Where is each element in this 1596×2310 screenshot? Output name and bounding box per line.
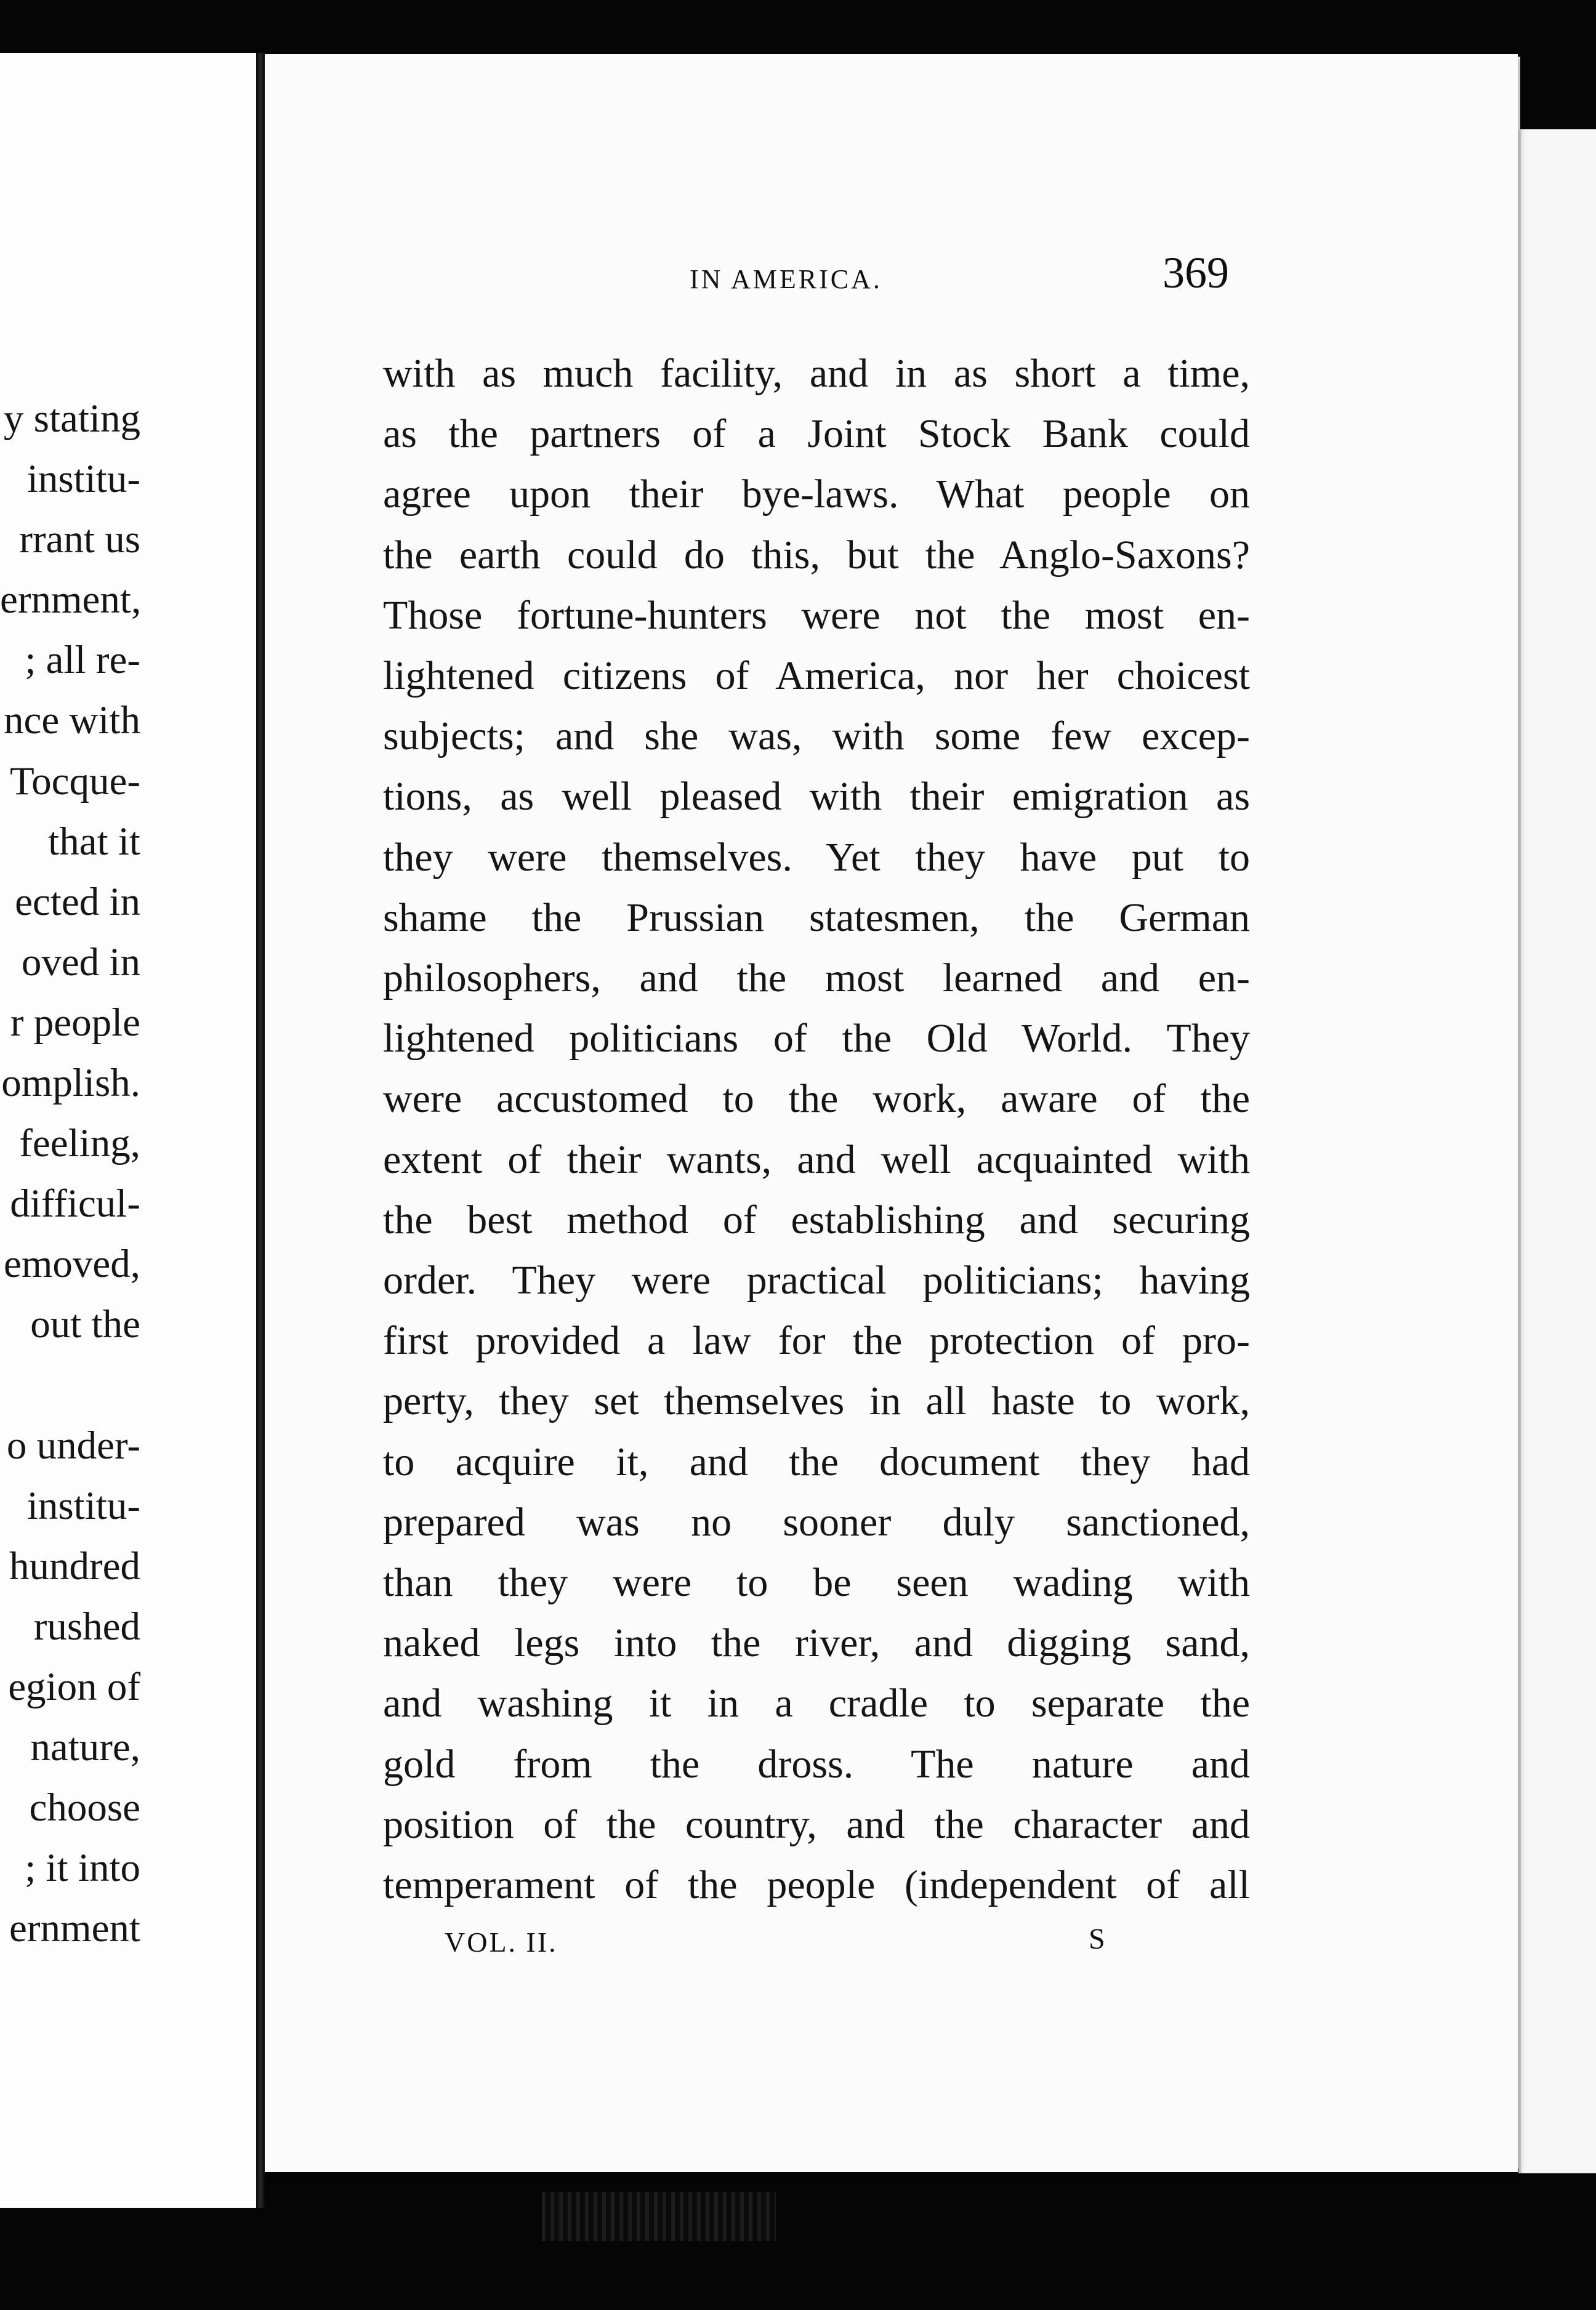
text-line: naked legs into the river, and digging sand,	[383, 1620, 1250, 1666]
text-line: gold from the dross. The nature and	[383, 1741, 1250, 1787]
left-page-line: r people	[10, 1000, 140, 1045]
left-page-line: emoved,	[3, 1242, 140, 1287]
left-page-line: ; all re-	[25, 638, 140, 683]
book-gutter	[256, 53, 265, 2208]
left-page-line: ; it into	[25, 1846, 140, 1891]
left-page-line: ected in	[15, 879, 140, 924]
left-page-line: omplish.	[1, 1061, 140, 1106]
left-page-line: ernment,	[0, 578, 142, 622]
text-line: were accustomed to the work, aware of the	[383, 1076, 1250, 1122]
left-page-line: institu-	[26, 1483, 140, 1528]
text-line: temperament of the people (independent of all	[383, 1862, 1250, 1908]
running-title: IN AMERICA.	[690, 264, 882, 294]
left-page-line: that it	[48, 819, 140, 864]
next-page-edge	[1518, 129, 1596, 2173]
left-page-text	[0, 388, 140, 1958]
left-page-line: institu-	[26, 457, 140, 502]
text-line: the best method of establishing and securing	[383, 1197, 1250, 1242]
left-page-line: nature,	[30, 1725, 140, 1770]
text-line: and washing it in a cradle to separate the	[383, 1681, 1250, 1726]
text-line: agree upon their bye-laws. What people on	[383, 472, 1250, 517]
page-number: 369	[1163, 248, 1229, 297]
text-line: tions, as well pleased with their emigration as	[383, 774, 1250, 819]
text-line: the earth could do this, but the Anglo-Saxons?	[383, 532, 1250, 578]
text-line: than they were to be seen wading with	[383, 1560, 1250, 1606]
scan-artifact	[542, 2192, 776, 2241]
text-line: first provided a law for the protection of pro-	[383, 1318, 1250, 1364]
left-page-line: choose	[29, 1785, 140, 1830]
text-line: lightened citizens of America, nor her choicest	[383, 653, 1250, 699]
text-line: position of the country, and the character and	[383, 1801, 1250, 1847]
volume-marker: VOL. II.	[445, 1926, 558, 1958]
text-line: Those fortune-hunters were not the most en-	[383, 592, 1250, 638]
text-line: with as much facility, and in as short a time,	[383, 351, 1250, 396]
left-page-fragment	[0, 53, 256, 2208]
text-line: perty, they set themselves in all haste to work,	[383, 1378, 1250, 1424]
text-line: philosophers, and the most learned and en-	[383, 956, 1250, 1001]
left-page-line: ernment	[9, 1906, 140, 1951]
text-line: shame the Prussian statesmen, the German	[383, 895, 1250, 940]
left-page-line: Tocque-	[9, 759, 140, 803]
left-page-line: egion of	[8, 1664, 140, 1709]
left-page-line: nce with	[3, 698, 140, 743]
body-text	[383, 344, 1250, 1915]
text-line: they were themselves. Yet they have put to	[383, 834, 1250, 880]
left-page-line: difficul-	[10, 1181, 140, 1226]
text-line: order. They were practical politicians; having	[383, 1258, 1250, 1303]
text-line: as the partners of a Joint Stock Bank could	[383, 411, 1250, 457]
text-line: to acquire it, and the document they had	[383, 1439, 1250, 1484]
left-page-line: oved in	[21, 940, 140, 984]
left-page-line: rushed	[33, 1604, 140, 1649]
left-page-line: out the	[30, 1302, 140, 1347]
text-line: extent of their wants, and well acquainted with	[383, 1137, 1250, 1182]
left-page-line: y stating	[3, 396, 140, 441]
left-page-line: rrant us	[19, 517, 140, 562]
left-page-line: o under-	[6, 1423, 140, 1468]
text-line: prepared was no sooner duly sanctioned,	[383, 1499, 1250, 1545]
signature-mark: S	[1089, 1923, 1105, 1955]
text-line: lightened politicians of the Old World. They	[383, 1016, 1250, 1061]
left-page-line	[0, 1355, 140, 1415]
left-page-line: feeling,	[19, 1121, 140, 1166]
left-page-line: hundred	[9, 1543, 140, 1588]
text-line: subjects; and she was, with some few excep-	[383, 714, 1250, 759]
